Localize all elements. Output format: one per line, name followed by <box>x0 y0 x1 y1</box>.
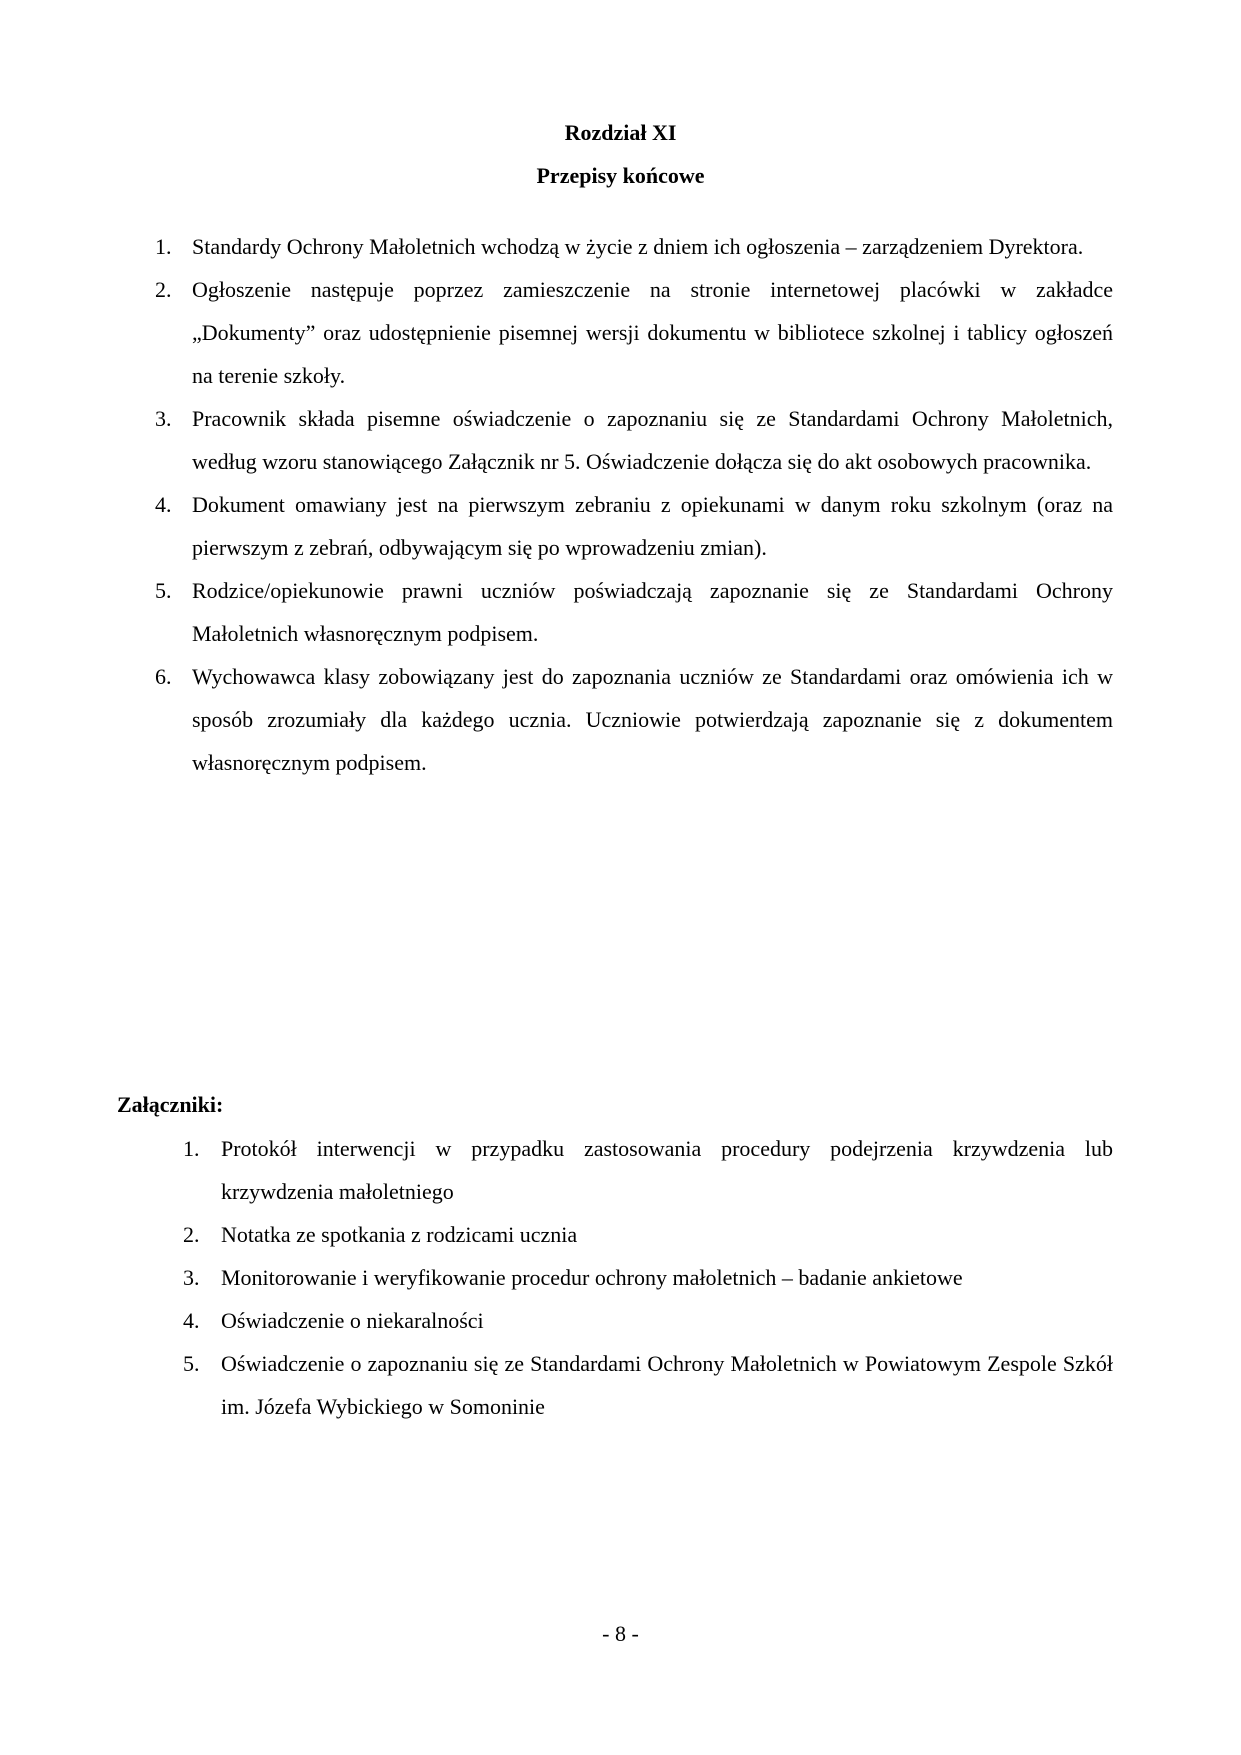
list-item-number: 5. <box>155 578 172 603</box>
list-item <box>155 225 1113 268</box>
attachment-item <box>183 1127 1113 1213</box>
attachment-number: 3. <box>183 1265 200 1290</box>
attachment-number: 1. <box>183 1136 200 1161</box>
list-item <box>155 268 1113 397</box>
attachment-text: Notatka ze spotkania z rodzicami ucznia <box>221 1222 578 1247</box>
chapter-title: Przepisy końcowe <box>536 163 705 188</box>
list-item <box>155 483 1113 569</box>
list-item <box>155 655 1113 784</box>
list-item-text: Wychowawca klasy zobowiązany jest do zapoznania uczniów ze Standardami oraz omówienia ich w sposób zrozumiały dla każdego ucznia. Uczniowie potwierdzają zapoznanie się z dokumentem własnoręcznym podpisem. <box>192 664 1113 775</box>
attachments-list <box>183 1127 1113 1428</box>
attachment-text: Monitorowanie i weryfikowanie procedur ochrony małoletnich – badanie ankietowe <box>221 1265 963 1290</box>
final-provisions-list <box>155 225 1113 784</box>
list-item-number: 6. <box>155 664 172 689</box>
list-item-number: 2. <box>155 277 172 302</box>
attachment-text: Oświadczenie o niekaralności <box>221 1308 484 1333</box>
chapter-heading: Rozdział XI <box>564 120 677 145</box>
attachment-item <box>183 1299 1113 1342</box>
attachment-item <box>183 1213 1113 1256</box>
list-item-text: Standardy Ochrony Małoletnich wchodzą w życie z dniem ich ogłoszenia – zarządzeniem Dyrektora. <box>192 234 1084 259</box>
attachment-text: Oświadczenie o zapoznaniu się ze Standardami Ochrony Małoletnich w Powiatowym Zespole Szkół im. Józefa Wybickiego w Somoninie <box>221 1351 1113 1419</box>
list-item <box>155 569 1113 655</box>
list-item-text: Pracownik składa pisemne oświadczenie o zapoznaniu się ze Standardami Ochrony Małoletnich, według wzoru stanowiącego Załącznik nr 5. Oświadczenie dołącza się do akt osobowych pracownika. <box>192 406 1113 474</box>
list-item-text: Rodzice/opiekunowie prawni uczniów poświadczają zapoznanie się ze Standardami Ochrony Małoletnich własnoręcznym podpisem. <box>192 578 1113 646</box>
list-item-number: 4. <box>155 492 172 517</box>
attachment-number: 4. <box>183 1308 200 1333</box>
attachments-heading: Załączniki: <box>117 1092 224 1117</box>
list-item-text: Ogłoszenie następuje poprzez zamieszczenie na stronie internetowej placówki w zakładce „Dokumenty” oraz udostępnienie pisemnej wersji dokumentu w bibliotece szkolnej i tablicy ogłoszeń na terenie szkoły. <box>192 277 1113 388</box>
attachment-item <box>183 1342 1113 1428</box>
list-item-number: 1. <box>155 234 172 259</box>
list-item-number: 3. <box>155 406 172 431</box>
attachment-number: 5. <box>183 1351 200 1376</box>
list-item-text: Dokument omawiany jest na pierwszym zebraniu z opiekunami w danym roku szkolnym (oraz na pierwszym z zebrań, odbywającym się po wprowadzeniu zmian). <box>192 492 1113 560</box>
page-number: - 8 - <box>602 1621 639 1646</box>
attachment-item <box>183 1256 1113 1299</box>
attachment-number: 2. <box>183 1222 200 1247</box>
list-item <box>155 397 1113 483</box>
attachment-text: Protokół interwencji w przypadku zastosowania procedury podejrzenia krzywdzenia lub krzywdzenia małoletniego <box>221 1136 1113 1204</box>
